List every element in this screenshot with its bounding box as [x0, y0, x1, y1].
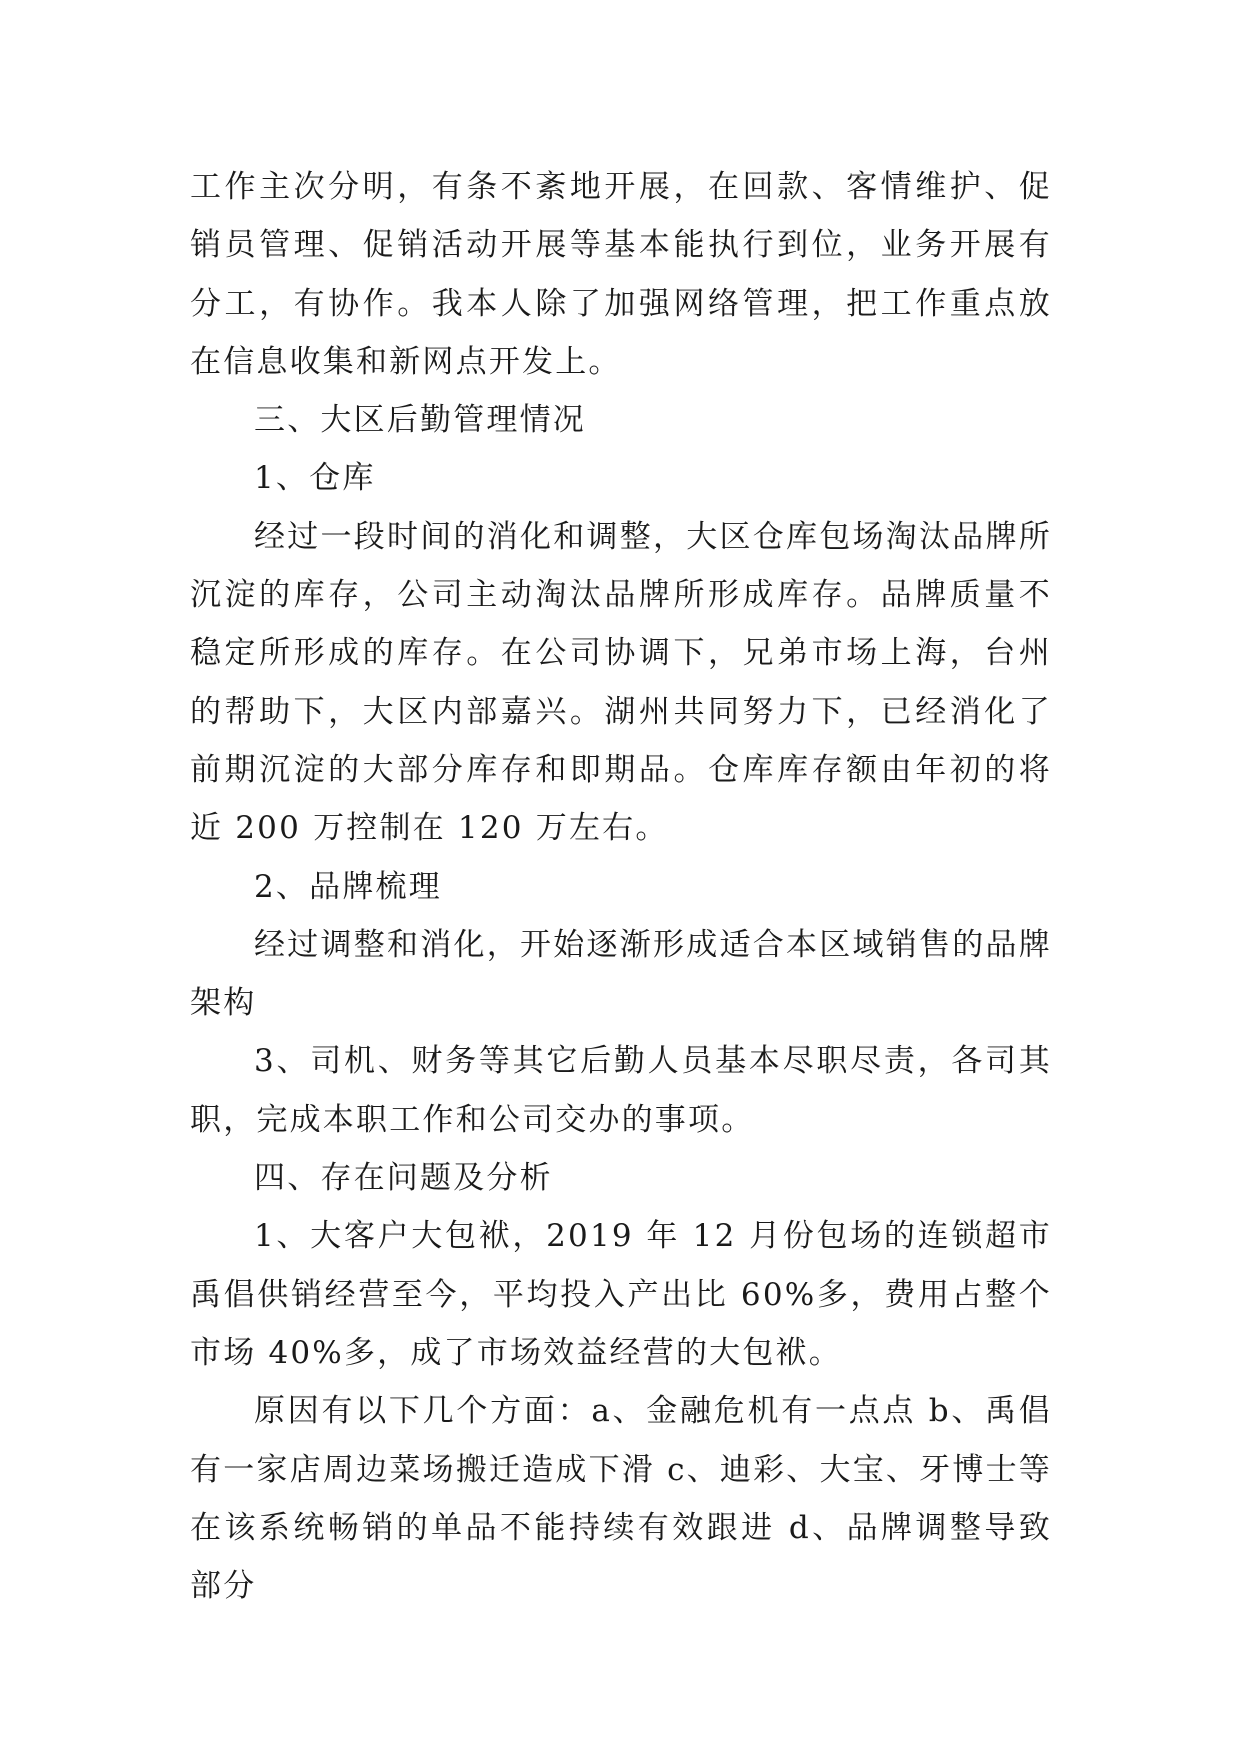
- subheading-warehouse: 1、仓库: [254, 460, 376, 497]
- heading-problems-analysis: 四、存在问题及分析: [254, 1160, 553, 1197]
- paragraph-major-client: 1、大客户大包袱，2019 年 12 月份包场的连锁超市禹倡供销经营至今，平均投入产出比 60%多，费用占整个市场 40%多，成了市场效益经营的大包袱。: [190, 1218, 1052, 1371]
- paragraph-support-staff: 3、司机、财务等其它后勤人员基本尽职尽责，各司其职，完成本职工作和公司交办的事项。: [190, 1043, 1052, 1138]
- document-body: [190, 158, 1052, 1615]
- subheading-brand-review: 2、品牌梳理: [254, 868, 442, 905]
- paragraph-causes: 原因有以下几个方面：a、金融危机有一点点 b、禹倡有一家店周边菜场搬迁造成下滑 c、迪彩、大宝、牙博士等在该系统畅销的单品不能持续有效跟进 d、品牌调整导致部分: [190, 1393, 1052, 1605]
- paragraph-warehouse: 经过一段时间的消化和调整，大区仓库包场淘汰品牌所沉淀的库存，公司主动淘汰品牌所形成库存。品牌质量不稳定所形成的库存。在公司协调下，兄弟市场上海，台州的帮助下，大区内部嘉兴。湖州共同努力下，已经消化了前期沉淀的大部分库存和即期品。仓库库存额由年初的将近 200 万控制在 120 万左右。: [190, 518, 1052, 847]
- paragraph-brand-review: 经过调整和消化，开始逐渐形成适合本区域销售的品牌架构: [190, 926, 1052, 1022]
- heading-logistics-management: 三、大区后勤管理情况: [254, 402, 586, 439]
- paragraph-work-arrangement: 工作主次分明，有条不紊地开展，在回款、客情维护、促销员管理、促销活动开展等基本能执行到位，业务开展有分工，有协作。我本人除了加强网络管理，把工作重点放在信息收集和新网点开发上。: [190, 169, 1052, 380]
